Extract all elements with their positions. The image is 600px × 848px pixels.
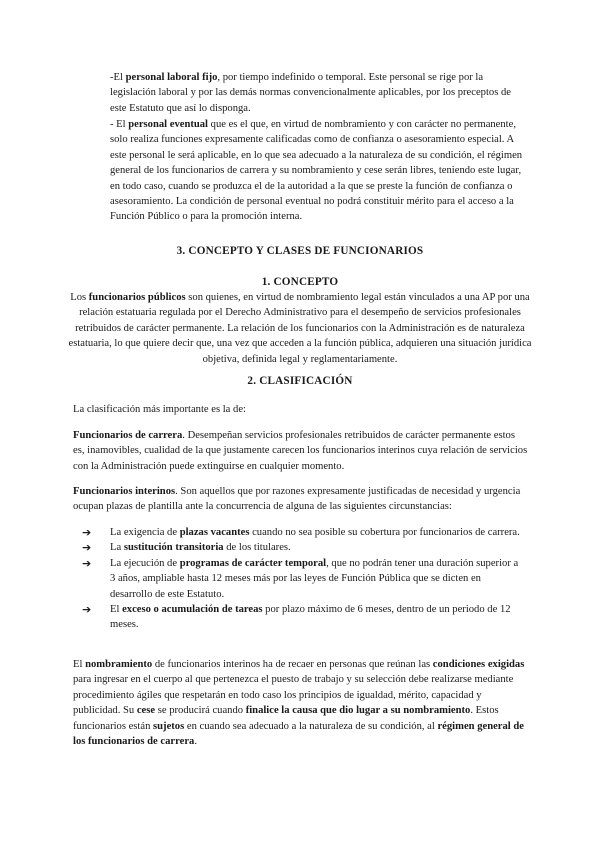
paragraph-clasificacion-intro: La clasificación más importante es la de: [73, 404, 246, 415]
arrow-right-icon: ➔ [82, 526, 92, 539]
circumstances-list [82, 525, 522, 633]
paragraph-personal-eventual: - El personal eventual que es el que, en virtud de nombramiento y con carácter no permanente, solo realiza funciones expresamente calificadas como de confianza o asesoramiento especial. A este personal le será aplicable, en lo que sea adecuado a la naturaleza de su condición, el régimen general de los funcionarios de carrera y su nombramiento y cese serán libres, teniendo este lugar, en todo caso, cuando se produzca el de la autoridad a la que se preste la función de confianza o asesoramiento. La condición de personal eventual no podrá constituir mérito para el acceso a la Función Público o para la promoción interna. [110, 119, 523, 223]
term-funcionarios-carrera: Funcionarios de carrera [73, 430, 183, 441]
paragraph-funcionarios-interinos: Funcionarios interinos. Son aquellos que por razones expresamente justificadas de necesidad y urgencia ocupan plazas de plantilla ante la concurrencia de alguna de las siguientes circunstancias: [73, 486, 521, 513]
paragraph-funcionarios-carrera: Funcionarios de carrera. Desempeñan servicios profesionales retribuidos de carácter permanente estos es, inamovibles, cualidad de la que justamente carecen los funcionarios interinos cuya relación de servicios con la Administración puede extinguirse en cualquier momento. [73, 430, 528, 472]
term-funcionarios-publicos: funcionarios públicos [88, 292, 186, 303]
subsection-title-concepto: 1. CONCEPTO [261, 276, 339, 288]
arrow-right-icon: ➔ [82, 541, 92, 555]
list-item: ➔ La sustitución transitoria de los titulares. [82, 541, 291, 555]
paragraph-concepto: Los funcionarios públicos son quienes, en virtud de nombramiento legal están vinculados a una AP por una relación estatuaria regulada por el Derecho Administrativo para el desempeño de servicios profesionales retribuidos de carácter permanente. La relación de los funcionarios con la Administración es de naturaleza estatuaria, lo que quiere decir que, una vez que acceden a la función pública, adquieren una situación jurídica objetiva, definida legal y reglamentariamente. [68, 292, 532, 365]
term-personal-laboral-fijo: personal laboral fijo [125, 72, 218, 83]
arrow-right-icon: ➔ [82, 556, 92, 570]
term-personal-eventual: personal eventual [128, 119, 208, 130]
arrow-right-icon: ➔ [82, 603, 92, 617]
paragraph-personal-laboral: -El personal laboral fijo, por tiempo indefinido o temporal. Este personal se rige por la legislación laboral y por las demás normas convencionalmente aplicables, por los preceptos de este Estatuto que así lo disponga. [110, 72, 511, 114]
list-item: ➔ La ejecución de programas de carácter temporal, que no podrán tener una duración superior a 3 años, ampliable hasta 12 meses más por las leyes de Función Pública que se dicten en desarrollo de este Estatuto. [82, 556, 519, 600]
list-item: ➔ El exceso o acumulación de tareas por plazo máximo de 6 meses, dentro de un periodo de 12 meses. [82, 603, 511, 631]
list-item: ➔ La exigencia de plazas vacantes cuando no sea posible su cobertura por funcionarios de carrera. [82, 526, 520, 539]
paragraph-nombramiento: El nombramiento de funcionarios interinos ha de recaer en personas que reúnan las condiciones exigidas para ingresar en el cuerpo al que pertenezca el puesto de trabajo y su selección debe realizarse mediante procedimiento ágiles que respetarán en todo caso los principios de igualdad, mérito, capacidad y publicidad. Su cese se producirá cuando finalice la causa que dio lugar a su nombramiento. Estos funcionarios están sujetos en cuando sea adecuado a la naturaleza de su condición, al régimen general de los funcionarios de carrera. [73, 659, 525, 748]
section-title: 3. CONCEPTO Y CLASES DE FUNCIONARIOS [176, 245, 424, 257]
subsection-title-clasificacion: 2. CLASIFICACIÓN [247, 375, 353, 387]
term-funcionarios-interinos: Funcionarios interinos [73, 486, 176, 497]
